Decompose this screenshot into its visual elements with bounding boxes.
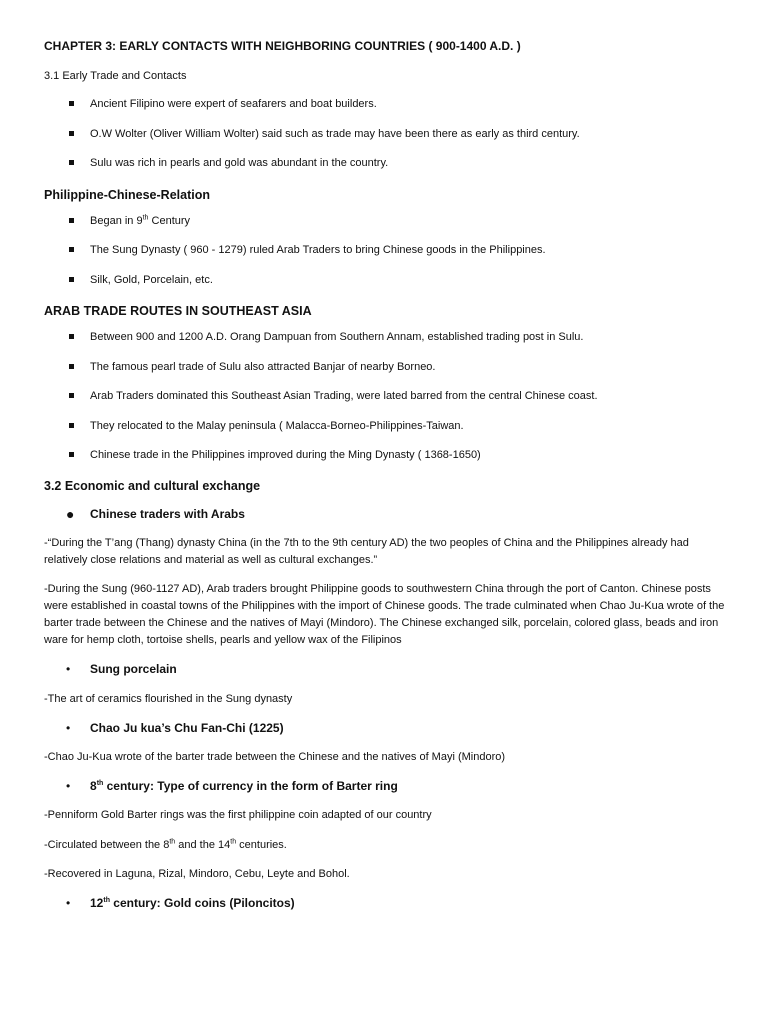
bullet-label: century: Type of currency in the form of Barter ring: [103, 779, 398, 794]
item-text: Century: [148, 214, 191, 227]
list-item: [44, 214, 728, 230]
list-item: Between 900 and 1200 A.D. Orang Dampuan from Southern Annam, established trading post in Sulu.: [44, 330, 728, 346]
paragraph: [44, 837, 728, 854]
superscript: th: [96, 780, 104, 788]
item-text: Began in 9: [90, 214, 143, 227]
paragraph: -The art of ceramics flourished in the Sung dynasty: [44, 692, 293, 705]
paragraph: -Penniform Gold Barter rings was the first philippine coin adapted of our country: [44, 809, 432, 822]
para-text: centuries.: [236, 838, 287, 851]
chinese-traders-bullet: [44, 506, 728, 523]
eighth-century-bullet: [44, 778, 728, 795]
list-item: They relocated to the Malay peninsula ( Malacca-Borneo-Philippines-Taiwan.: [44, 419, 728, 435]
chapter-title: CHAPTER 3: EARLY CONTACTS WITH NEIGHBORING COUNTRIES ( 900-1400 A.D. ): [44, 39, 521, 53]
list-item: Chinese trade in the Philippines improved during the Ming Dynasty ( 1368-1650): [44, 448, 728, 464]
bullet-icon: •: [66, 895, 71, 910]
para-text: and the 14: [175, 838, 231, 851]
bullet-label: 8: [90, 779, 97, 794]
phil-chinese-heading: Philippine-Chinese-Relation: [44, 187, 210, 202]
list-item: The famous pearl trade of Sulu also attracted Banjar of nearby Borneo.: [44, 360, 728, 376]
paragraph: -Recovered in Laguna, Rizal, Mindoro, Cebu, Leyte and Bohol.: [44, 867, 350, 880]
bullet-dot-icon: ●: [66, 505, 75, 522]
section-3-1-list: [44, 97, 728, 172]
bullet-label: Chinese traders with Arabs: [90, 506, 245, 521]
paragraph: -Chao Ju-Kua wrote of the barter trade between the Chinese and the natives of Mayi (Mindoro): [44, 751, 506, 764]
arab-routes-heading: ARAB TRADE ROUTES IN SOUTHEAST ASIA: [44, 304, 312, 319]
section-3-2-heading: 3.2 Economic and cultural exchange: [44, 479, 261, 494]
phil-chinese-list: [44, 214, 728, 289]
twelfth-century-bullet: [44, 895, 728, 912]
arab-routes-list: [44, 330, 728, 464]
bullet-icon: •: [66, 779, 71, 794]
list-item: Ancient Filipino were expert of seafarers and boat builders.: [44, 97, 728, 113]
list-item: Silk, Gold, Porcelain, etc.: [44, 273, 728, 289]
superscript: th: [230, 837, 237, 845]
bullet-icon: •: [66, 720, 71, 735]
bullet-label: Chao Ju kua’s Chu Fan-Chi (1225): [90, 720, 284, 735]
list-item: The Sung Dynasty ( 960 - 1279) ruled Arab Traders to bring Chinese goods in the Philippines.: [44, 243, 728, 259]
superscript: th: [103, 896, 110, 904]
bullet-label: Sung porcelain: [90, 662, 177, 677]
list-item: Arab Traders dominated this Southeast Asian Trading, were lated barred from the central Chinese coast.: [44, 389, 728, 405]
para-text: -Circulated between the 8: [44, 838, 170, 851]
chao-ju-kua-bullet: [44, 720, 728, 737]
list-item: Sulu was rich in pearls and gold was abundant in the country.: [44, 156, 728, 172]
superscript: th: [169, 837, 176, 845]
paragraph: -During the Sung (960-1127 AD), Arab traders brought Philippine goods to southwestern China through the port of Canton. Chinese posts were established in coastal towns of the Philippines with the import of Chinese goods. The trade culminated when Chao Ju-Kua wrote of the barter trade between the Chinese and the natives of Mayi (Mindoro). The Chinese exchanged silk, porcelain, colored glass, beads and iron ware for hemp cloth, tortoise shells, pearls and yellow wax of the Filipinos: [44, 583, 725, 647]
superscript: th: [142, 214, 149, 222]
section-3-1-title: 3.1 Early Trade and Contacts: [44, 70, 187, 83]
list-item: O.W Wolter (Oliver William Wolter) said such as trade may have been there as early as third century.: [44, 127, 728, 143]
bullet-label: 12: [90, 895, 104, 910]
sung-porcelain-bullet: [44, 661, 728, 678]
bullet-label: century: Gold coins (Piloncitos): [109, 895, 295, 910]
paragraph: -“During the T’ang (Thang) dynasty China (in the 7th to the 9th century AD) the two peoples of China and the Philippines already had relatively close relations and material as well as cultural exchanges.”: [44, 536, 689, 566]
bullet-icon: •: [66, 662, 71, 677]
